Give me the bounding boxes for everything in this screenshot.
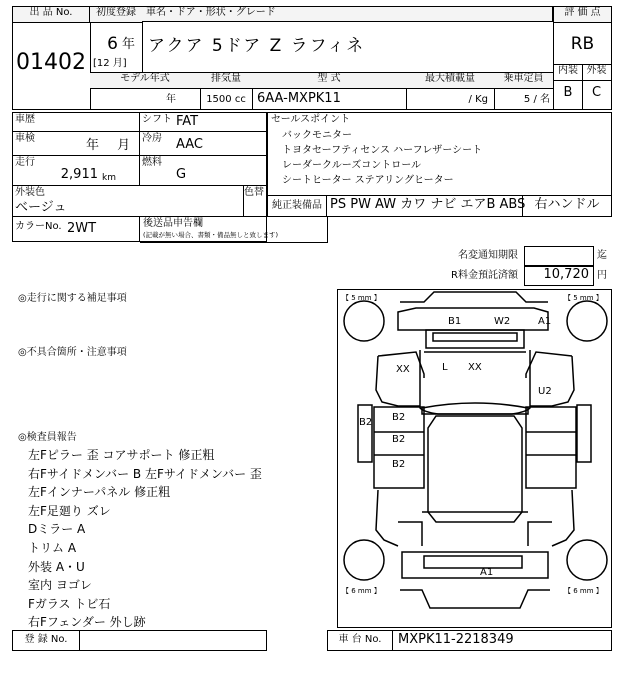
tire-front-left xyxy=(344,301,384,341)
inspector-item: トリム A xyxy=(28,540,77,555)
max-load: / Kg xyxy=(468,94,488,105)
left-pillar xyxy=(358,405,372,462)
inspector-item: 左Fピラー 歪 コアサポート 修正粗 xyxy=(28,448,215,462)
divider xyxy=(139,217,141,242)
name-change-value xyxy=(524,246,594,266)
car-diagram xyxy=(337,289,612,628)
tire-depth-front-left: 【 5 mm 】 xyxy=(342,294,381,302)
divider xyxy=(90,88,553,90)
hood xyxy=(420,350,530,414)
year-unit: 年 xyxy=(122,37,136,52)
model-label: 型 式 xyxy=(252,73,406,88)
right-pillar xyxy=(577,405,591,462)
mark-b2-c: B2 xyxy=(392,459,406,470)
inspector-item: 左F足廻り ズレ xyxy=(28,503,111,518)
capacity: 5 / 名 xyxy=(523,94,550,105)
inspector-item: 右Fフェンダー 外し跡 xyxy=(28,615,146,630)
docs-label: 後送品申告欄 xyxy=(143,218,203,229)
divider xyxy=(140,241,328,243)
car-name: アクア 5ドア Z ラフィネ xyxy=(148,36,366,56)
sales-point-item: レーダークルーズコントロール xyxy=(282,160,421,171)
mark-b2-a: B2 xyxy=(392,412,406,423)
name-change-label: 名変通知期限 xyxy=(458,250,518,261)
color-no-value: 2WT xyxy=(67,221,97,236)
rear-view-bottom xyxy=(400,590,550,608)
eval-label: 評 価 点 xyxy=(554,7,611,23)
ac-label: 冷房 xyxy=(142,133,162,144)
mark-xx-center: XX xyxy=(468,362,482,373)
car-diagram-svg xyxy=(338,290,611,627)
inspector-item: Dミラー A xyxy=(28,522,86,537)
tire-rear-right xyxy=(567,540,607,580)
lot-label: 出 品 No. xyxy=(13,7,90,23)
inspector-list xyxy=(28,446,262,632)
color-no-label: カラーNo. xyxy=(15,221,62,232)
displacement: 1500 cc xyxy=(206,94,246,105)
color-change-label: 色替 xyxy=(244,187,264,198)
inspector-item: 左Fインナーパネル 修正粗 xyxy=(28,485,171,500)
inspector-item: 室内 ヨゴレ xyxy=(28,578,92,593)
lot-number: 01402 xyxy=(16,50,86,75)
eval-score: RB xyxy=(570,34,595,54)
divider xyxy=(392,631,394,650)
fuel-value: G xyxy=(176,167,187,182)
mileage-value: 2,911 xyxy=(60,167,98,182)
mileage-unit: km xyxy=(102,173,116,183)
divider xyxy=(326,196,328,216)
rear-quarters xyxy=(398,522,552,546)
steering-value: 右ハンドル xyxy=(534,197,600,212)
mark-l: L xyxy=(442,362,448,373)
mark-a1-rear: A1 xyxy=(480,567,494,578)
interior-grade: B xyxy=(563,85,573,100)
docs-note: (記載が無い場合、書類・備品無しと致します) xyxy=(143,231,279,239)
fuel-label: 燃料 xyxy=(142,157,162,168)
tire-rear-left xyxy=(344,540,384,580)
tire-depth-front-right: 【 5 mm 】 xyxy=(564,294,603,302)
interior-label: 内装 xyxy=(554,65,583,81)
front-plate xyxy=(433,333,517,341)
chassis-number: MXPK11-2218349 xyxy=(398,632,514,647)
defects-label: ◎不具合箇所・注意事項 xyxy=(18,347,127,358)
first-reg-label: 初度登録 xyxy=(90,7,143,23)
mark-a1-front: A1 xyxy=(538,316,552,327)
mark-w2: W2 xyxy=(494,316,511,327)
divider xyxy=(13,185,266,187)
divider xyxy=(327,217,329,242)
right-doors xyxy=(526,407,576,488)
sales-points-label: セールスポイント xyxy=(271,114,351,125)
windshield xyxy=(422,403,528,414)
model: 6AA-MXPK11 xyxy=(257,91,341,106)
exterior-label: 外装 xyxy=(582,65,611,81)
capacity-label: 乗車定員 xyxy=(494,73,553,88)
front-bumper xyxy=(398,308,548,330)
exterior-grade: C xyxy=(591,85,602,100)
equipment-label: 純正装備品 xyxy=(272,200,322,211)
model-year-label: モデル年式 xyxy=(90,73,200,88)
mark-b2-b: B2 xyxy=(392,434,406,445)
rear-fenders xyxy=(376,490,574,546)
shift-value: FAT xyxy=(176,114,199,129)
exterior-color-value: ベージュ xyxy=(15,200,67,215)
rear-plate-area xyxy=(424,556,522,568)
equipment-value: PS PW AW カワ ナビ エアB ABS xyxy=(330,197,526,212)
divider xyxy=(139,113,141,185)
inspector-item: Fガラス トビ石 xyxy=(28,596,111,611)
divider xyxy=(13,155,266,157)
displacement-label: 排気量 xyxy=(200,73,252,88)
chassis-label: 車 台 No. xyxy=(338,634,382,645)
recycle-value: 10,720 xyxy=(524,266,594,286)
ac-value: AAC xyxy=(176,137,203,152)
mark-b1: B1 xyxy=(448,316,462,327)
mileage-label: 走行 xyxy=(15,157,35,168)
name-change-unit: 迄 xyxy=(597,250,607,261)
car-name-label: 車名・ドア・形状・グレード xyxy=(142,7,553,22)
mark-xx-left: XX xyxy=(396,364,410,375)
driving-notes-label: ◎走行に関する補足事項 xyxy=(18,293,127,304)
tire-depth-rear-left: 【 6 mm 】 xyxy=(342,587,381,595)
recycle-label: R料金預託済額 xyxy=(451,270,518,281)
reg-label: 登 録 No. xyxy=(24,634,68,645)
exterior-color-label: 外装色 xyxy=(15,187,45,198)
tire-front-right xyxy=(567,301,607,341)
shift-label: シフト xyxy=(142,114,172,125)
sales-point-item: トヨタセーフティセンス ハーフレザーシート xyxy=(282,145,483,156)
first-reg-year: 6 xyxy=(107,34,118,54)
inspector-item: 外装 A・U xyxy=(28,559,85,574)
front-view-top xyxy=(400,292,548,302)
divider xyxy=(79,631,81,650)
model-year-unit: 年 xyxy=(166,94,176,105)
first-reg-month: [12 月] xyxy=(93,58,127,69)
mark-b2-side: B2 xyxy=(359,417,373,428)
mark-u2: U2 xyxy=(538,386,552,397)
inspection-label: 車検 xyxy=(15,133,35,144)
sales-point-item: シートヒーター ステアリングヒーター xyxy=(282,175,454,186)
inspector-label: ◎検査員報告 xyxy=(18,432,77,443)
divider xyxy=(13,131,266,133)
max-load-label: 最大積載量 xyxy=(406,73,494,88)
divider xyxy=(141,22,143,72)
roof xyxy=(428,416,522,522)
tire-depth-rear-right: 【 6 mm 】 xyxy=(564,587,603,595)
inspection-value: 年 月 xyxy=(86,138,131,153)
inspector-item: 右Fサイドメンバー B 左Fサイドメンバー 歪 xyxy=(28,466,262,481)
history-label: 車歴 xyxy=(15,114,35,125)
sales-point-item: バックモニター xyxy=(282,130,352,141)
recycle-unit: 円 xyxy=(597,270,607,281)
